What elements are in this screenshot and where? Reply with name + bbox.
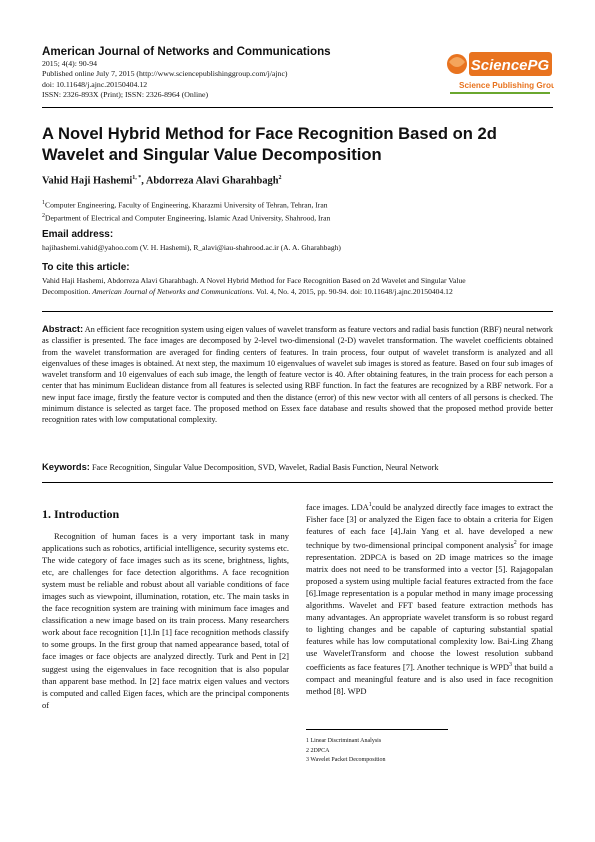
author-sep: ,: [141, 175, 146, 187]
cite-post: . Vol. 4, No. 4, 2015, pp. 90-94. doi: 10.11648/j.ajnc.20150404.12: [252, 286, 453, 296]
footnote-1: 1 Linear Discriminant Analysis: [306, 738, 382, 744]
intro-right-column: [306, 499, 553, 697]
logo-subtitle: Science Publishing Group: [459, 81, 554, 90]
affiliation-1-num: 1: [42, 200, 45, 206]
cite-journal: American Journal of Networks and Communications: [92, 286, 253, 296]
email-heading: Email address:: [42, 229, 114, 240]
intro-right-c: for image representation. 2DPCA is based on 2D image matrices so the image matrix does not need to be transformed into a vector [5]. Rajagopalan proposed a system using multiple facial features extracted from the face [6].Image representation is a popular method in many image processing algorithms. Wavelet and FFT based feature extraction methods has many advantages. An appropriate wavelet transform is so robust regard to lighting changes and be capable of capturing substantial spatial features while has low computational complexity low. Bai-Ling Zhang use WaveletTransform and choose the lowest resolution subband coefficients as face features [7]. Another technique is WPD: [306, 539, 553, 673]
footnotes: [306, 737, 386, 766]
journal-meta: [42, 59, 288, 101]
affiliation-2-text: Department of Electrical and Computer Engineering, Islamic Azad University, Shahrood, Iran: [45, 213, 331, 223]
affiliations: [42, 198, 330, 223]
header-rule: [42, 107, 553, 108]
affiliation-2-num: 2: [42, 212, 45, 219]
footnote-rule: [306, 729, 448, 730]
title-line-2: Wavelet and Singular Value Decomposition: [42, 145, 382, 164]
paper-title: [42, 123, 562, 165]
cite-pre: Decomposition.: [42, 286, 93, 296]
email-text: hajihashemi.vahid@yahoo.com (V. H. Hashemi), R_alavi@iau-shahrood.ac.ir (A. A. Gharahbagh): [42, 243, 341, 252]
footnote-ref-3: 3: [509, 662, 513, 669]
intro-left-column: [42, 530, 289, 711]
meta-doi: doi: 10.11648/j.ajnc.20150404.12: [42, 79, 148, 89]
meta-published: Published online July 7, 2015 (http://www.sciencepublishinggroup.com/j/ajnc): [42, 69, 288, 79]
logo-text: SciencePG: [470, 57, 550, 74]
sciencepg-logo: [446, 42, 554, 100]
journal-title: American Journal of Networks and Communications: [42, 45, 331, 58]
authors: [42, 175, 281, 186]
affiliation-1-text: Computer Engineering, Faculty of Engineering, Kharazmi University of Tehran, Tehran, Iran: [45, 200, 328, 210]
section-heading-introduction: 1. Introduction: [42, 507, 120, 521]
cite-text: [42, 276, 557, 298]
footnote-3: 3 Wavelet Packet Decomposition: [306, 757, 386, 764]
abstract-text: An efficient face recognition system using eigen values of wavelet transform as feature vectors and radial basis function (RBF) neural network as classifier is presented. The face images are decomposed by 2-level two-dimensional (2-D) wavelet transformation. The wavelet coefficients obtained from the wavelet transformation are averaged for finding centers of features. In train process, four output of wavelet transform is analyzed and all eigenvalues of these images is obtained. At next step, the maximum 10 eigenvalues of wavelet sub images is stored as feature. Based on four sub images of wavelet transform and 10 eigenvalues of each sub image, the length of feature vector is 40. After obtaining features, in the train process for each person a center that has minimum Euclidean distance from all features is selected using RBF function. In fact the features are recognized by a RBF network. For a new input face image, firstly the feature vector is computed and then the distance (error) of this new vector with all centers of all persons is checked. The minimum distance is selected as target face. The proposed method on Essex face database and results showed that the proposed method provide better recognition rates with low computational complexity.: [42, 325, 553, 425]
meta-issn: ISSN: 2326-893X (Print); ISSN: 2326-8964 (Online): [42, 90, 209, 100]
cite-heading: To cite this article:: [42, 262, 130, 273]
author-1: Vahid Haji Hashemi: [42, 175, 133, 187]
intro-right-d: that build a compact and meaningful feature and is also used in face recognition method [8]. WPD: [306, 662, 553, 697]
keywords-label: Keywords:: [42, 461, 90, 472]
logo-graphic: [446, 42, 554, 100]
abstract-label: Abstract:: [42, 323, 84, 334]
abstract: [42, 323, 553, 426]
footnote-2: 2 2DPCA: [306, 747, 330, 754]
cite-line-1: Vahid Haji Hashemi, Abdorreza Alavi Gharahbagh. A Novel Hybrid Method for Face Recognition Based on 2d Wavelet and Singular Value: [42, 276, 466, 285]
affiliation-2: [42, 211, 330, 224]
abstract-top-rule: [42, 311, 553, 312]
abstract-bottom-rule: [42, 482, 553, 483]
intro-paragraph-left: Recognition of human faces is a very important task in many applications such as robotics, artificial intelligence, security systems etc. The wide category of face images such as its scene, brightness, lights, etc, are challenges for face detection algorithms. A face recognition system must be reliable and robust about all variable conditions of face images such as viewpoint, illumination, rotation, etc. The main tasks in the face recognition system are training with minimum face images and classification a new image based on its train process. Many researchers work about face recognition [1].In [1] face recognition methods classify to some groups. In the first group that named appearance based, total of face images or face objects are analyzed directly. Turk and Pent in [2] suggest using the eigenvalues in face recognition that is also popular than apparent base method. In [2] face matrix eigen values and vectors is computed and called Eigen faces, which are the principal components of: [42, 531, 289, 710]
footnote-ref-1: 1: [368, 502, 372, 508]
author-1-sup: 1, *: [132, 175, 142, 181]
cite-line-2: [42, 287, 557, 298]
meta-volume: 2015; 4(4): 90-94: [42, 59, 98, 68]
intro-right-b: could be analyzed directly face images to extract the Fisher face [3] or analyzed the Eigen face to obtain a criteria for Eigen features of each face [4].Jain Yang et al. have developed a new technique by two-dimensional principal component analysis: [306, 501, 553, 550]
title-line-1: A Novel Hybrid Method for Face Recognition Based on 2d: [42, 124, 497, 143]
intro-paragraph-right: [306, 499, 553, 697]
keywords: [42, 461, 553, 472]
keywords-text: Face Recognition, Singular Value Decomposition, SVD, Wavelet, Radial Basis Function, Neural Network: [91, 463, 439, 472]
footnote-ref-2: 2: [513, 539, 517, 546]
intro-right-a: face images. LDA: [306, 501, 369, 512]
author-2: Abdorreza Alavi Gharahbagh: [145, 175, 279, 187]
author-2-sup: 2: [278, 175, 282, 181]
affiliation-1: [42, 198, 330, 211]
